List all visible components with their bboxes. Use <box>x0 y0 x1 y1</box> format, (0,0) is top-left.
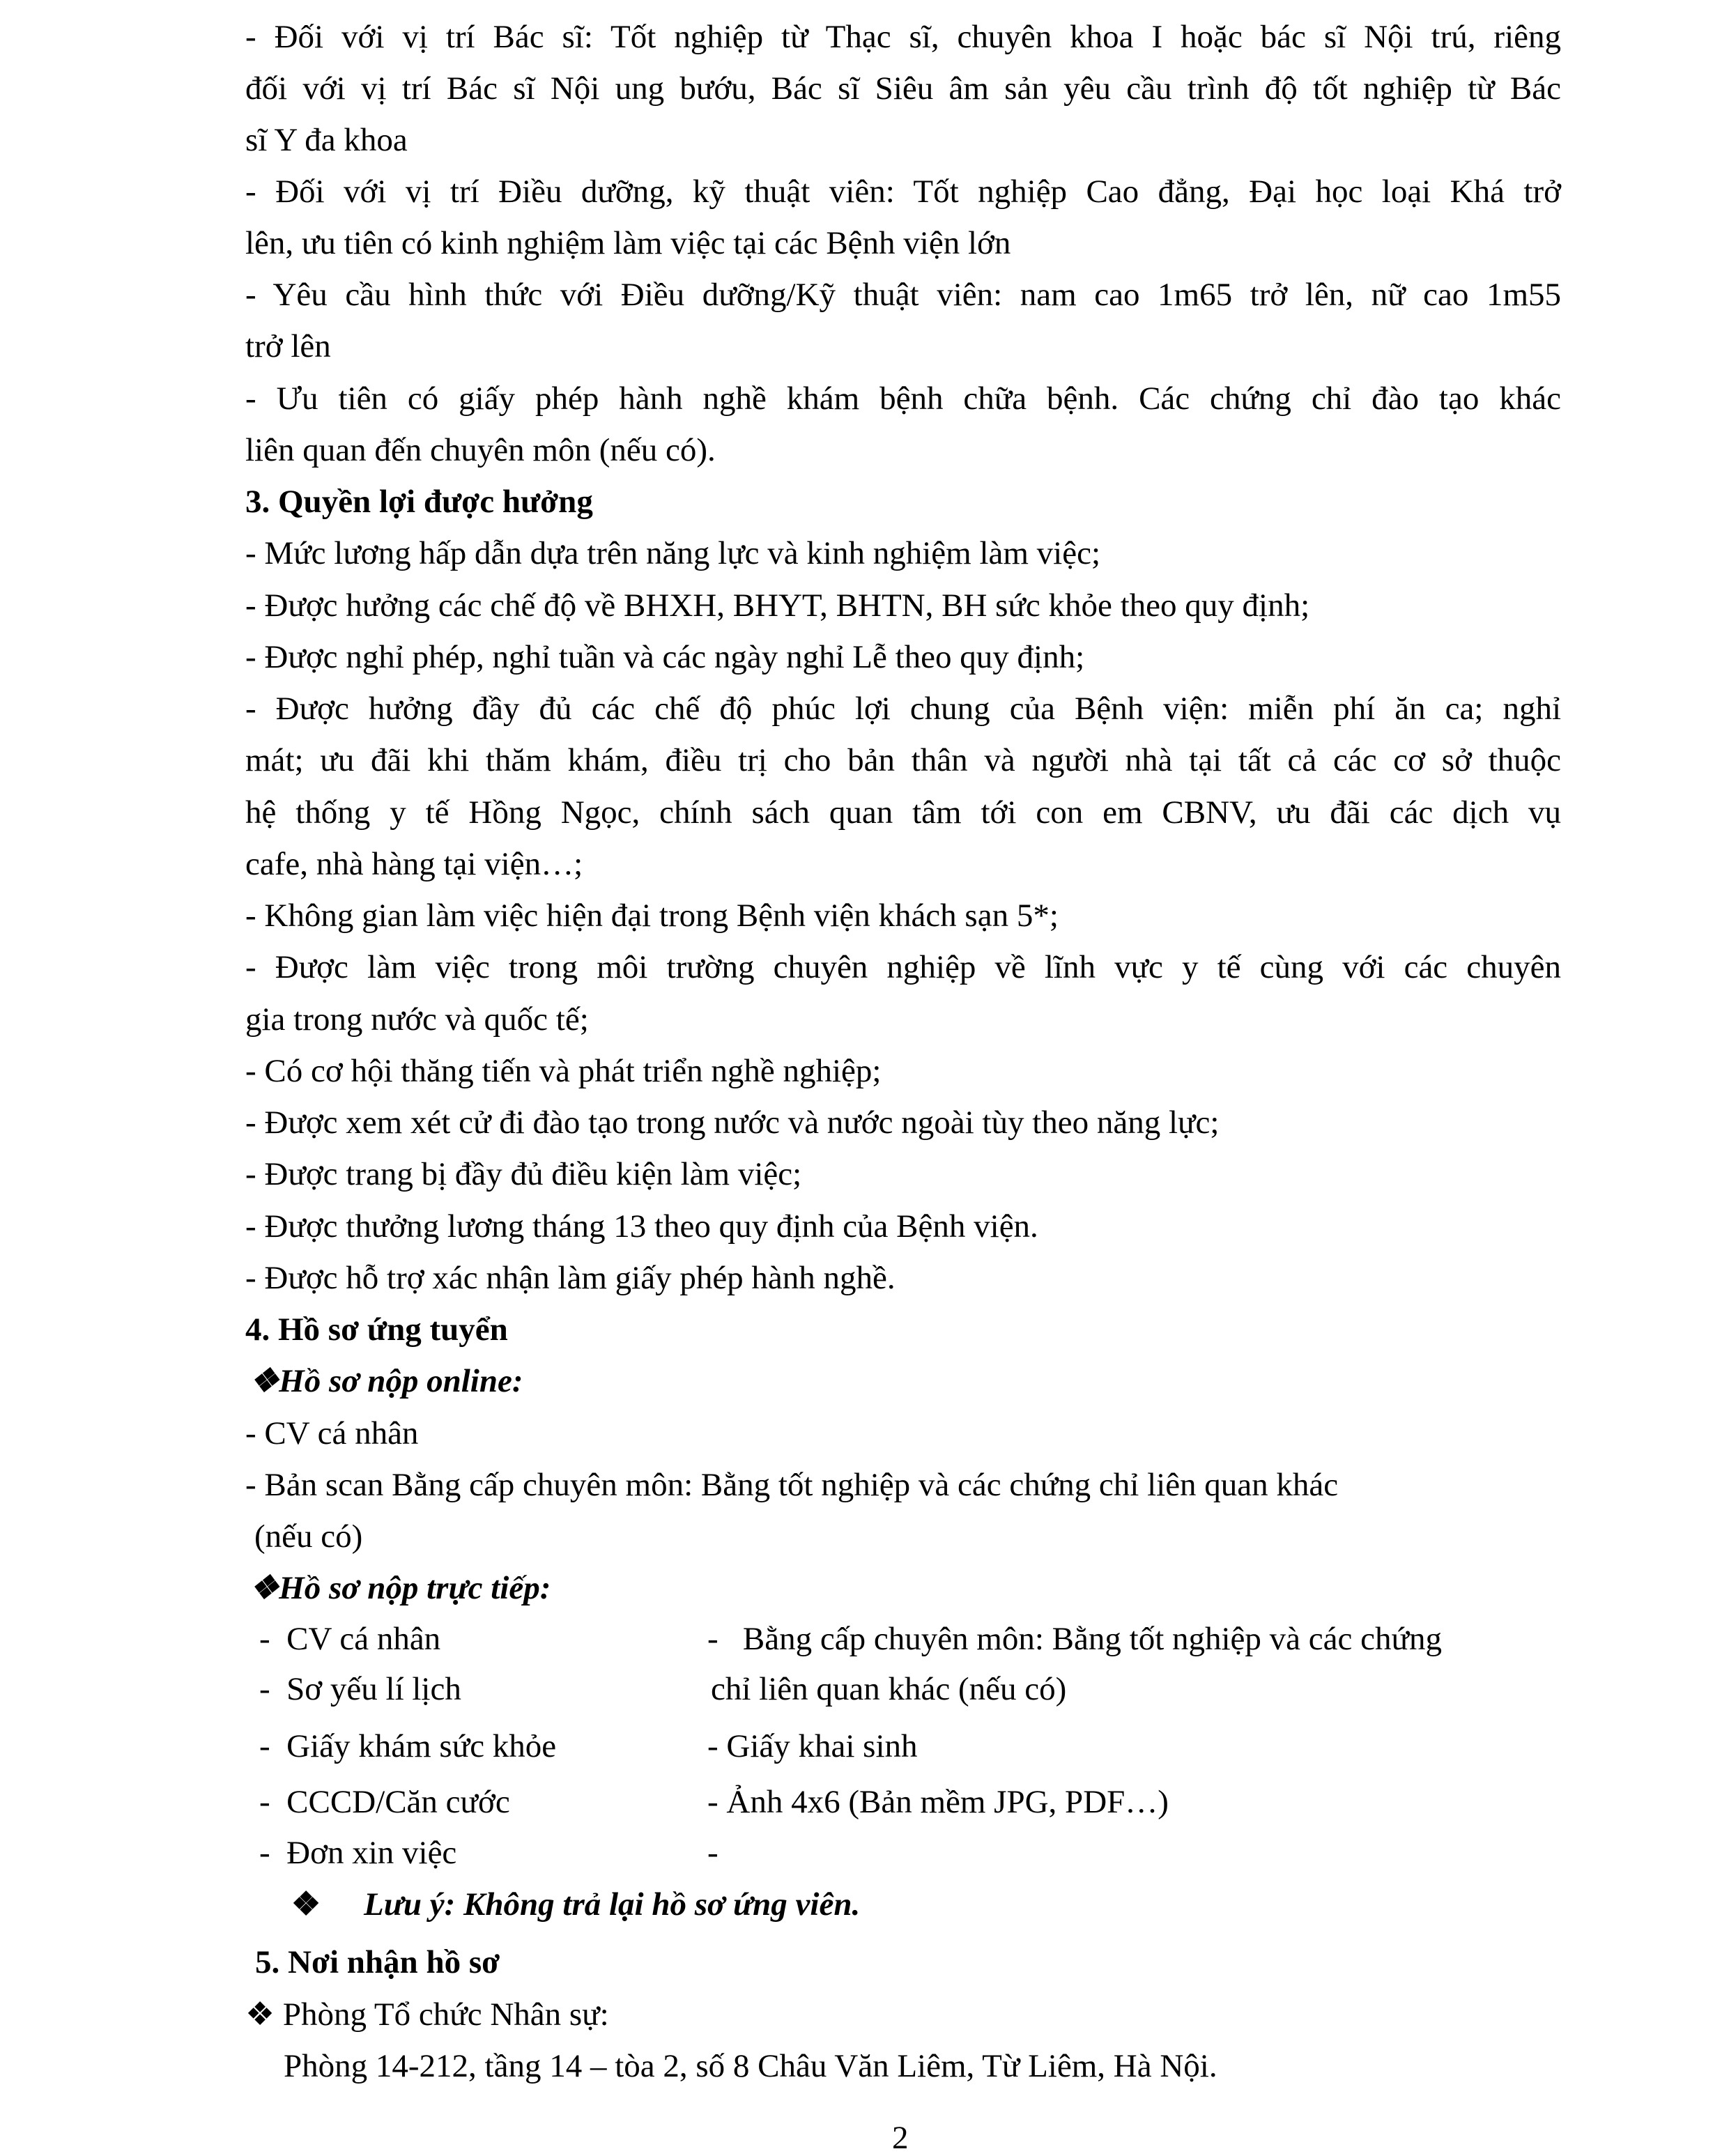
hr-department: ❖ Phòng Tổ chức Nhân sự: <box>245 1996 609 2033</box>
hr-address: Phòng 14-212, tầng 14 – tòa 2, số 8 Châu Văn Liêm, Từ Liêm, Hà Nội. <box>284 2048 1217 2084</box>
section-3-heading: 3. Quyền lợi được hưởng <box>245 484 593 520</box>
online-document-item: - Bản scan Bằng cấp chuyên môn: Bằng tốt nghiệp và các chứng chỉ liên quan khác <box>245 1467 1339 1503</box>
requirement-license-line-1: - Ưu tiên có giấy phép hành nghề khám bệnh chữa bệnh. Các chứng chỉ đào tạo khác <box>245 380 1561 417</box>
online-document-item-continued: (nếu có) <box>254 1518 363 1555</box>
requirement-doctor-line-3: sĩ Y đa khoa <box>245 122 408 158</box>
requirement-license-line-2: liên quan đến chuyên môn (nếu có). <box>245 432 716 468</box>
benefit-item-continued: mát; ưu đãi khi thăm khám, điều trị cho bản thân và người nhà tại tất cả các cơ sở thuộc <box>245 742 1561 778</box>
benefit-item: - Được trang bị đầy đủ điều kiện làm việc; <box>245 1156 802 1192</box>
direct-document-left-item: - Đơn xin việc <box>259 1835 457 1871</box>
note-text: Lưu ý: Không trả lại hồ sơ ứng viên. <box>364 1886 861 1923</box>
requirement-nurse-line-2: lên, ưu tiên có kinh nghiệm làm việc tại các Bệnh viện lớn <box>245 225 1011 261</box>
benefit-item: - Mức lương hấp dẫn dựa trên năng lực và kinh nghiệm làm việc; <box>245 535 1101 571</box>
requirement-appearance-line-2: trở lên <box>245 328 331 364</box>
note-bullet-icon: ❖ <box>291 1886 321 1923</box>
requirement-nurse-line-1: - Đối với vị trí Điều dưỡng, kỹ thuật viên: Tốt nghiệp Cao đẳng, Đại học loại Khá trở <box>245 174 1561 210</box>
requirement-appearance-line-1: - Yêu cầu hình thức với Điều dưỡng/Kỹ thuật viên: nam cao 1m65 trở lên, nữ cao 1m55 <box>245 277 1561 313</box>
direct-document-right-item: - <box>707 1835 719 1871</box>
direct-document-right-item: - Giấy khai sinh <box>707 1728 918 1764</box>
benefit-item: - Được xem xét cử đi đào tạo trong nước và nước ngoài tùy theo năng lực; <box>245 1104 1220 1141</box>
direct-document-right-item-continued: chỉ liên quan khác (nếu có) <box>711 1671 1067 1707</box>
online-application-heading: ❖Hồ sơ nộp online: <box>249 1363 523 1399</box>
benefit-item: - Được thưởng lương tháng 13 theo quy định của Bệnh viện. <box>245 1208 1038 1245</box>
direct-document-left-item: - Giấy khám sức khỏe <box>259 1728 557 1764</box>
benefit-item-continued: hệ thống y tế Hồng Ngọc, chính sách quan tâm tới con em CBNV, ưu đãi các dịch vụ <box>245 794 1561 831</box>
direct-document-right-item: - Bằng cấp chuyên môn: Bằng tốt nghiệp và các chứng <box>707 1621 1442 1657</box>
benefit-item: - Được hỗ trợ xác nhận làm giấy phép hành nghề. <box>245 1260 896 1296</box>
online-document-item: - CV cá nhân <box>245 1415 419 1452</box>
requirement-doctor-line-1: - Đối với vị trí Bác sĩ: Tốt nghiệp từ Thạc sĩ, chuyên khoa I hoặc bác sĩ Nội trú, riêng <box>245 19 1561 55</box>
benefit-item: - Được nghỉ phép, nghỉ tuần và các ngày nghỉ Lễ theo quy định; <box>245 639 1085 675</box>
benefit-item: - Được làm việc trong môi trường chuyên nghiệp về lĩnh vực y tế cùng với các chuyên <box>245 949 1561 985</box>
benefit-item: - Được hưởng các chế độ về BHXH, BHYT, BHTN, BH sức khỏe theo quy định; <box>245 587 1310 624</box>
benefit-item-continued: cafe, nhà hàng tại viện…; <box>245 846 583 882</box>
benefit-item: - Có cơ hội thăng tiến và phát triển nghề nghiệp; <box>245 1053 882 1089</box>
direct-document-left-item: - CCCD/Căn cước <box>259 1784 510 1820</box>
direct-application-heading: ❖Hồ sơ nộp trực tiếp: <box>249 1570 551 1606</box>
section-5-heading: 5. Nơi nhận hồ sơ <box>255 1944 500 1980</box>
direct-document-right-item: - Ảnh 4x6 (Bản mềm JPG, PDF…) <box>707 1784 1169 1820</box>
direct-document-left-item: - CV cá nhân <box>259 1621 441 1657</box>
requirement-doctor-line-2: đối với vị trí Bác sĩ Nội ung bướu, Bác sĩ Siêu âm sản yêu cầu trình độ tốt nghiệp từ Bác <box>245 70 1561 107</box>
direct-document-left-item: - Sơ yếu lí lịch <box>259 1671 461 1707</box>
section-4-heading: 4. Hồ sơ ứng tuyển <box>245 1311 508 1348</box>
benefit-item: - Được hưởng đầy đủ các chế độ phúc lợi chung của Bệnh viện: miễn phí ăn ca; nghỉ <box>245 691 1561 727</box>
page-number: 2 <box>892 2120 909 2156</box>
benefit-item-continued: gia trong nước và quốc tế; <box>245 1001 589 1038</box>
benefit-item: - Không gian làm việc hiện đại trong Bệnh viện khách sạn 5*; <box>245 898 1059 934</box>
